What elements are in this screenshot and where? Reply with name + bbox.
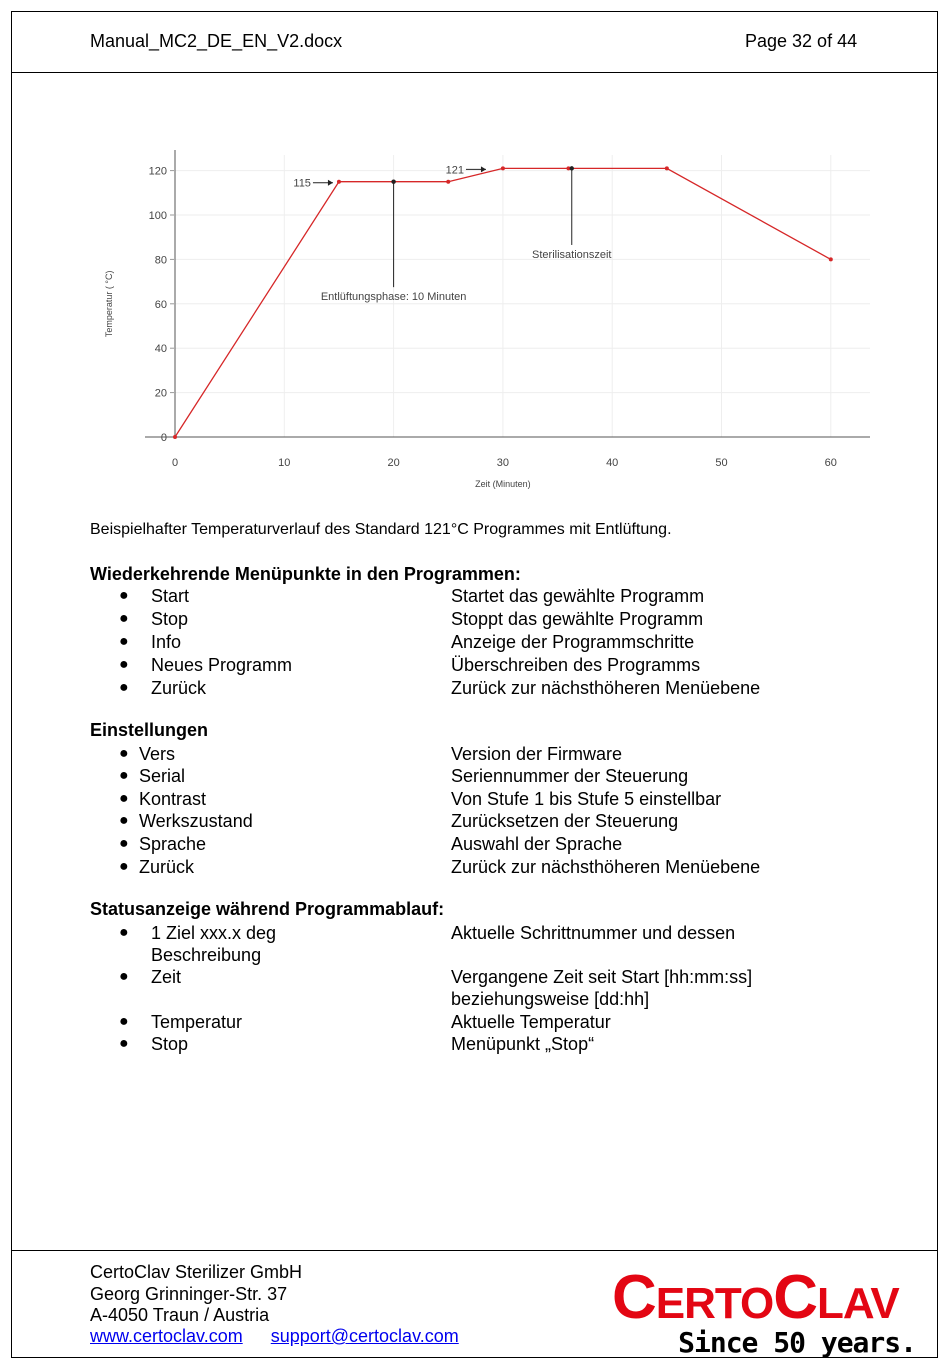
annotation-arrowhead <box>328 180 333 186</box>
settings-item-label: Werkszustand <box>139 811 253 831</box>
x-tick-label: 40 <box>606 457 619 469</box>
bullet: ● <box>119 1035 129 1052</box>
bullet: ● <box>119 745 129 762</box>
y-tick-label: 60 <box>154 298 167 311</box>
bullet: ● <box>119 835 129 852</box>
settings-item-desc: Zurücksetzen der Steuerung <box>451 811 679 831</box>
x-tick-label: 20 <box>387 457 400 469</box>
data-point <box>665 166 669 170</box>
logo-wordmark: CERTOCLAV <box>612 1263 899 1332</box>
x-tick-label: 50 <box>715 457 728 469</box>
menu-item-label: Stop <box>151 609 189 629</box>
data-point <box>337 180 341 184</box>
footer-city: A-4050 Traun / Austria <box>90 1305 270 1325</box>
status-item-desc-cont: beziehungsweise [dd:hh] <box>451 989 650 1009</box>
status-item-label-cont: Beschreibung <box>151 945 262 965</box>
bullet: ● <box>119 924 129 941</box>
settings-item-desc: Auswahl der Sprache <box>451 834 623 854</box>
annotation-label: 115 <box>293 177 311 190</box>
bullet: ● <box>119 767 129 784</box>
data-point <box>173 435 177 439</box>
section-title-menu: Wiederkehrende Menüpunkte in den Programmen: <box>90 564 521 584</box>
chart-caption: Beispielhafter Temperaturverlauf des Standard 121°C Programmes mit Entlüftung. <box>90 521 672 538</box>
settings-item-label: Kontrast <box>139 789 207 809</box>
email-link[interactable]: support@certoclav.com <box>270 1326 459 1346</box>
menu-item-label: Start <box>151 586 190 606</box>
section-title-status: Statusanzeige während Programmablauf: <box>90 899 445 919</box>
footer-links <box>90 1326 459 1347</box>
settings-item-desc: Seriennummer der Steuerung <box>451 766 689 786</box>
bullet: ● <box>119 656 129 673</box>
x-tick-label: 0 <box>171 457 179 469</box>
menu-item-desc: Überschreiben des Programms <box>451 655 701 675</box>
status-item-desc: Vergangene Zeit seit Start [hh:mm:ss] <box>451 967 753 987</box>
menu-item-desc: Startet das gewählte Programm <box>451 586 705 606</box>
bullet: ● <box>119 679 129 696</box>
footer-divider <box>11 1250 938 1251</box>
settings-item-desc: Von Stufe 1 bis Stufe 5 einstellbar <box>451 789 722 809</box>
page-number: Page 32 of 44 <box>745 31 858 51</box>
settings-item-label: Sprache <box>139 834 207 854</box>
document-filename: Manual_MC2_DE_EN_V2.docx <box>90 31 343 51</box>
settings-item-desc: Version der Firmware <box>451 744 623 764</box>
y-tick-label: 20 <box>154 387 167 400</box>
header-divider <box>11 72 938 73</box>
y-tick-label: 80 <box>154 254 167 267</box>
status-item-label: 1 Ziel xxx.x deg <box>151 923 277 943</box>
status-item-desc: Aktuelle Schrittnummer und dessen <box>451 923 736 943</box>
settings-item-desc: Zurück zur nächsthöheren Menüebene <box>451 857 761 877</box>
bullet: ● <box>119 610 129 627</box>
y-tick-label: 40 <box>154 343 167 356</box>
data-point <box>446 180 450 184</box>
status-item-label: Temperatur <box>151 1012 243 1032</box>
settings-item-label: Vers <box>139 744 176 764</box>
annotation-arrowhead <box>481 166 486 172</box>
logo-tagline: Since 50 years. <box>678 1326 916 1359</box>
annotation-label: Entlüftungsphase: 10 Minuten <box>320 291 467 304</box>
section-title-settings: Einstellungen <box>90 720 209 740</box>
bullet: ● <box>119 587 129 604</box>
footer-street: Georg Grinninger-Str. 37 <box>90 1284 288 1304</box>
x-tick-label: 60 <box>824 457 837 469</box>
y-tick-label: 100 <box>148 210 167 222</box>
bullet: ● <box>119 968 129 985</box>
menu-item-label: Zurück <box>151 678 207 698</box>
y-tick-label: 0 <box>160 432 167 444</box>
data-point <box>829 257 833 261</box>
status-item-desc: Aktuelle Temperatur <box>451 1012 611 1032</box>
menu-item-desc: Stoppt das gewählte Programm <box>451 609 704 629</box>
y-axis-label: Temperatur ( °C) <box>104 270 114 338</box>
menu-item-label: Info <box>151 632 182 652</box>
menu-item-desc: Anzeige der Programmschritte <box>451 632 695 652</box>
x-tick-label: 30 <box>496 457 510 469</box>
data-point <box>501 166 505 170</box>
bullet: ● <box>119 858 129 875</box>
x-tick-label: 10 <box>278 457 291 469</box>
settings-item-label: Zurück <box>139 857 195 877</box>
bullet: ● <box>119 1013 129 1030</box>
status-item-label: Zeit <box>151 967 182 987</box>
status-item-desc: Menüpunkt „Stop“ <box>451 1034 595 1054</box>
x-axis-label: Zeit (Minuten) <box>475 479 531 489</box>
menu-item-desc: Zurück zur nächsthöheren Menüebene <box>451 678 761 698</box>
annotation-label: 121 <box>445 164 464 177</box>
menu-item-label: Neues Programm <box>151 655 293 675</box>
website-link[interactable]: www.certoclav.com <box>90 1326 243 1346</box>
bullet: ● <box>119 790 129 807</box>
status-item-label: Stop <box>151 1034 189 1054</box>
temperature-chart <box>90 140 880 500</box>
y-tick-label: 120 <box>148 165 167 178</box>
footer-company: CertoClav Sterilizer GmbH <box>90 1262 303 1282</box>
settings-item-label: Serial <box>139 766 186 786</box>
annotation-label: Sterilisationszeit <box>532 248 612 261</box>
certoclav-logo <box>612 1262 922 1362</box>
bullet: ● <box>119 633 129 650</box>
bullet: ● <box>119 812 129 829</box>
